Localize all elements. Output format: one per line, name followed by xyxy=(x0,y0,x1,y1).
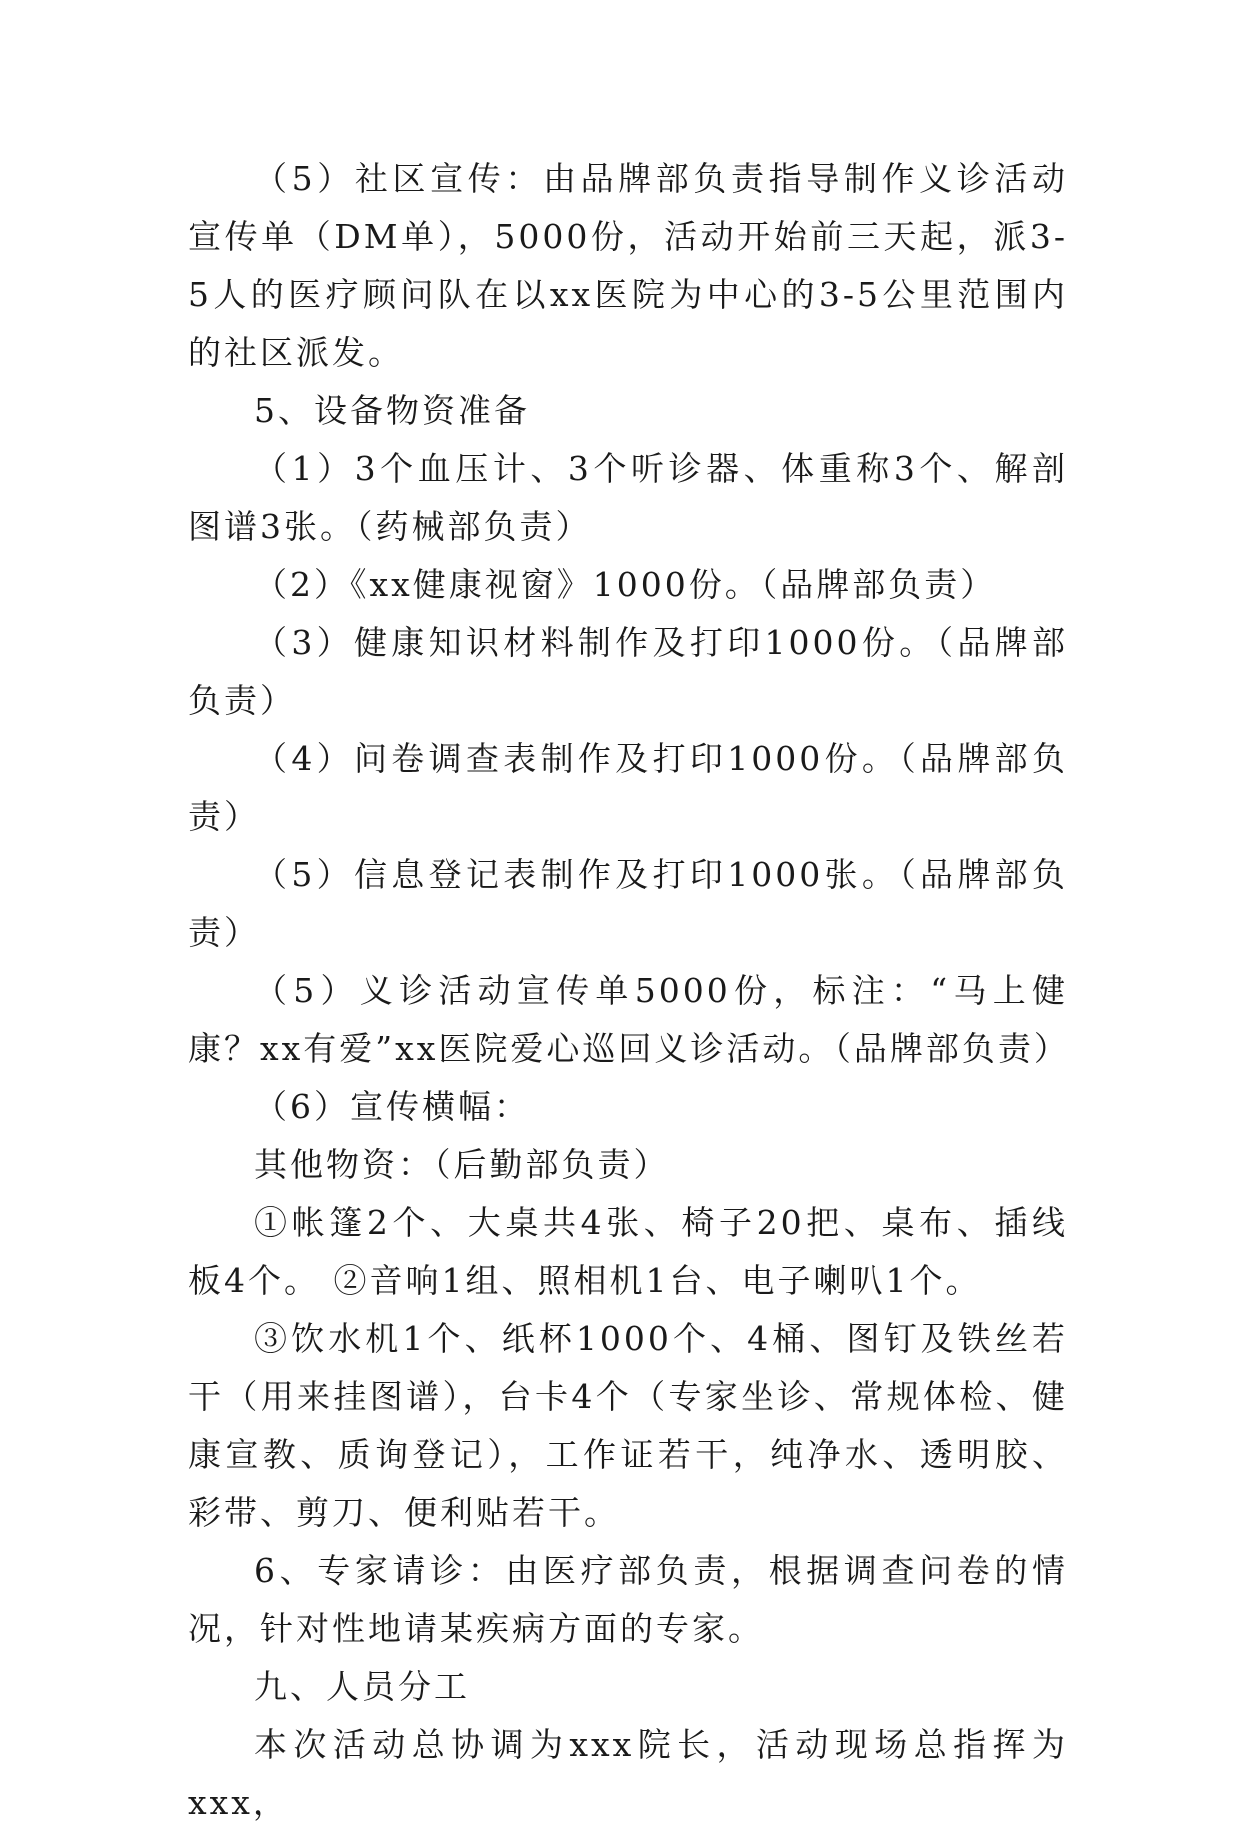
paragraph-expert-consultation: 6、专家请诊：由医疗部负责，根据调查问卷的情况，针对性地请某疾病方面的专家。 xyxy=(188,1551,1068,1648)
heading-equipment-preparation: 5、设备物资准备 xyxy=(254,391,530,430)
paragraph-equipment-2: （2）《xx健康视窗》1000份。（品牌部负责） xyxy=(254,565,997,604)
heading-staff-assignment: 九、人员分工 xyxy=(254,1667,470,1706)
paragraph-equipment-5: （5）信息登记表制作及打印1000张。（品牌部负责） xyxy=(188,855,1068,952)
paragraph-other-supplies: 其他物资：（后勤部负责） xyxy=(254,1145,670,1184)
paragraph-equipment-3: （3）健康知识材料制作及打印1000份。（品牌部负责） xyxy=(188,623,1068,720)
paragraph-equipment-4: （4）问卷调查表制作及打印1000份。（品牌部负责） xyxy=(188,739,1068,836)
paragraph-supplies-3: ③饮水机1个、纸杯1000个、4桶、图钉及铁丝若干（用来挂图谱），台卡4个（专家坐诊、常规体检、健康宣教、质询登记），工作证若干，纯净水、透明胶、彩带、剪刀、便利贴若干。 xyxy=(188,1319,1068,1532)
paragraph-supplies-1-2: ①帐篷2个、大桌共4张、椅子20把、桌布、插线板4个。 ②音响1组、照相机1台、电子喇叭1个。 xyxy=(188,1203,1068,1300)
paragraph-community-promotion: （5）社区宣传：由品牌部负责指导制作义诊活动宣传单（DM单），5000份，活动开始前三天起，派3-5人的医疗顾问队在以xx医院为中心的3-5公里范围内的社区派发。 xyxy=(188,159,1068,372)
document-page xyxy=(188,150,1068,1832)
paragraph-equipment-1: （1）3个血压计、3个听诊器、体重称3个、解剖图谱3张。（药械部负责） xyxy=(188,449,1068,546)
paragraph-equipment-5b: （5）义诊活动宣传单5000份，标注：“马上健康？xx有爱”xx医院爱心巡回义诊活动。（品牌部负责） xyxy=(188,971,1070,1068)
paragraph-equipment-6: （6）宣传横幅： xyxy=(254,1087,530,1126)
paragraph-coordinator: 本次活动总协调为xxx院长，活动现场总指挥为xxx， xyxy=(188,1725,1068,1822)
